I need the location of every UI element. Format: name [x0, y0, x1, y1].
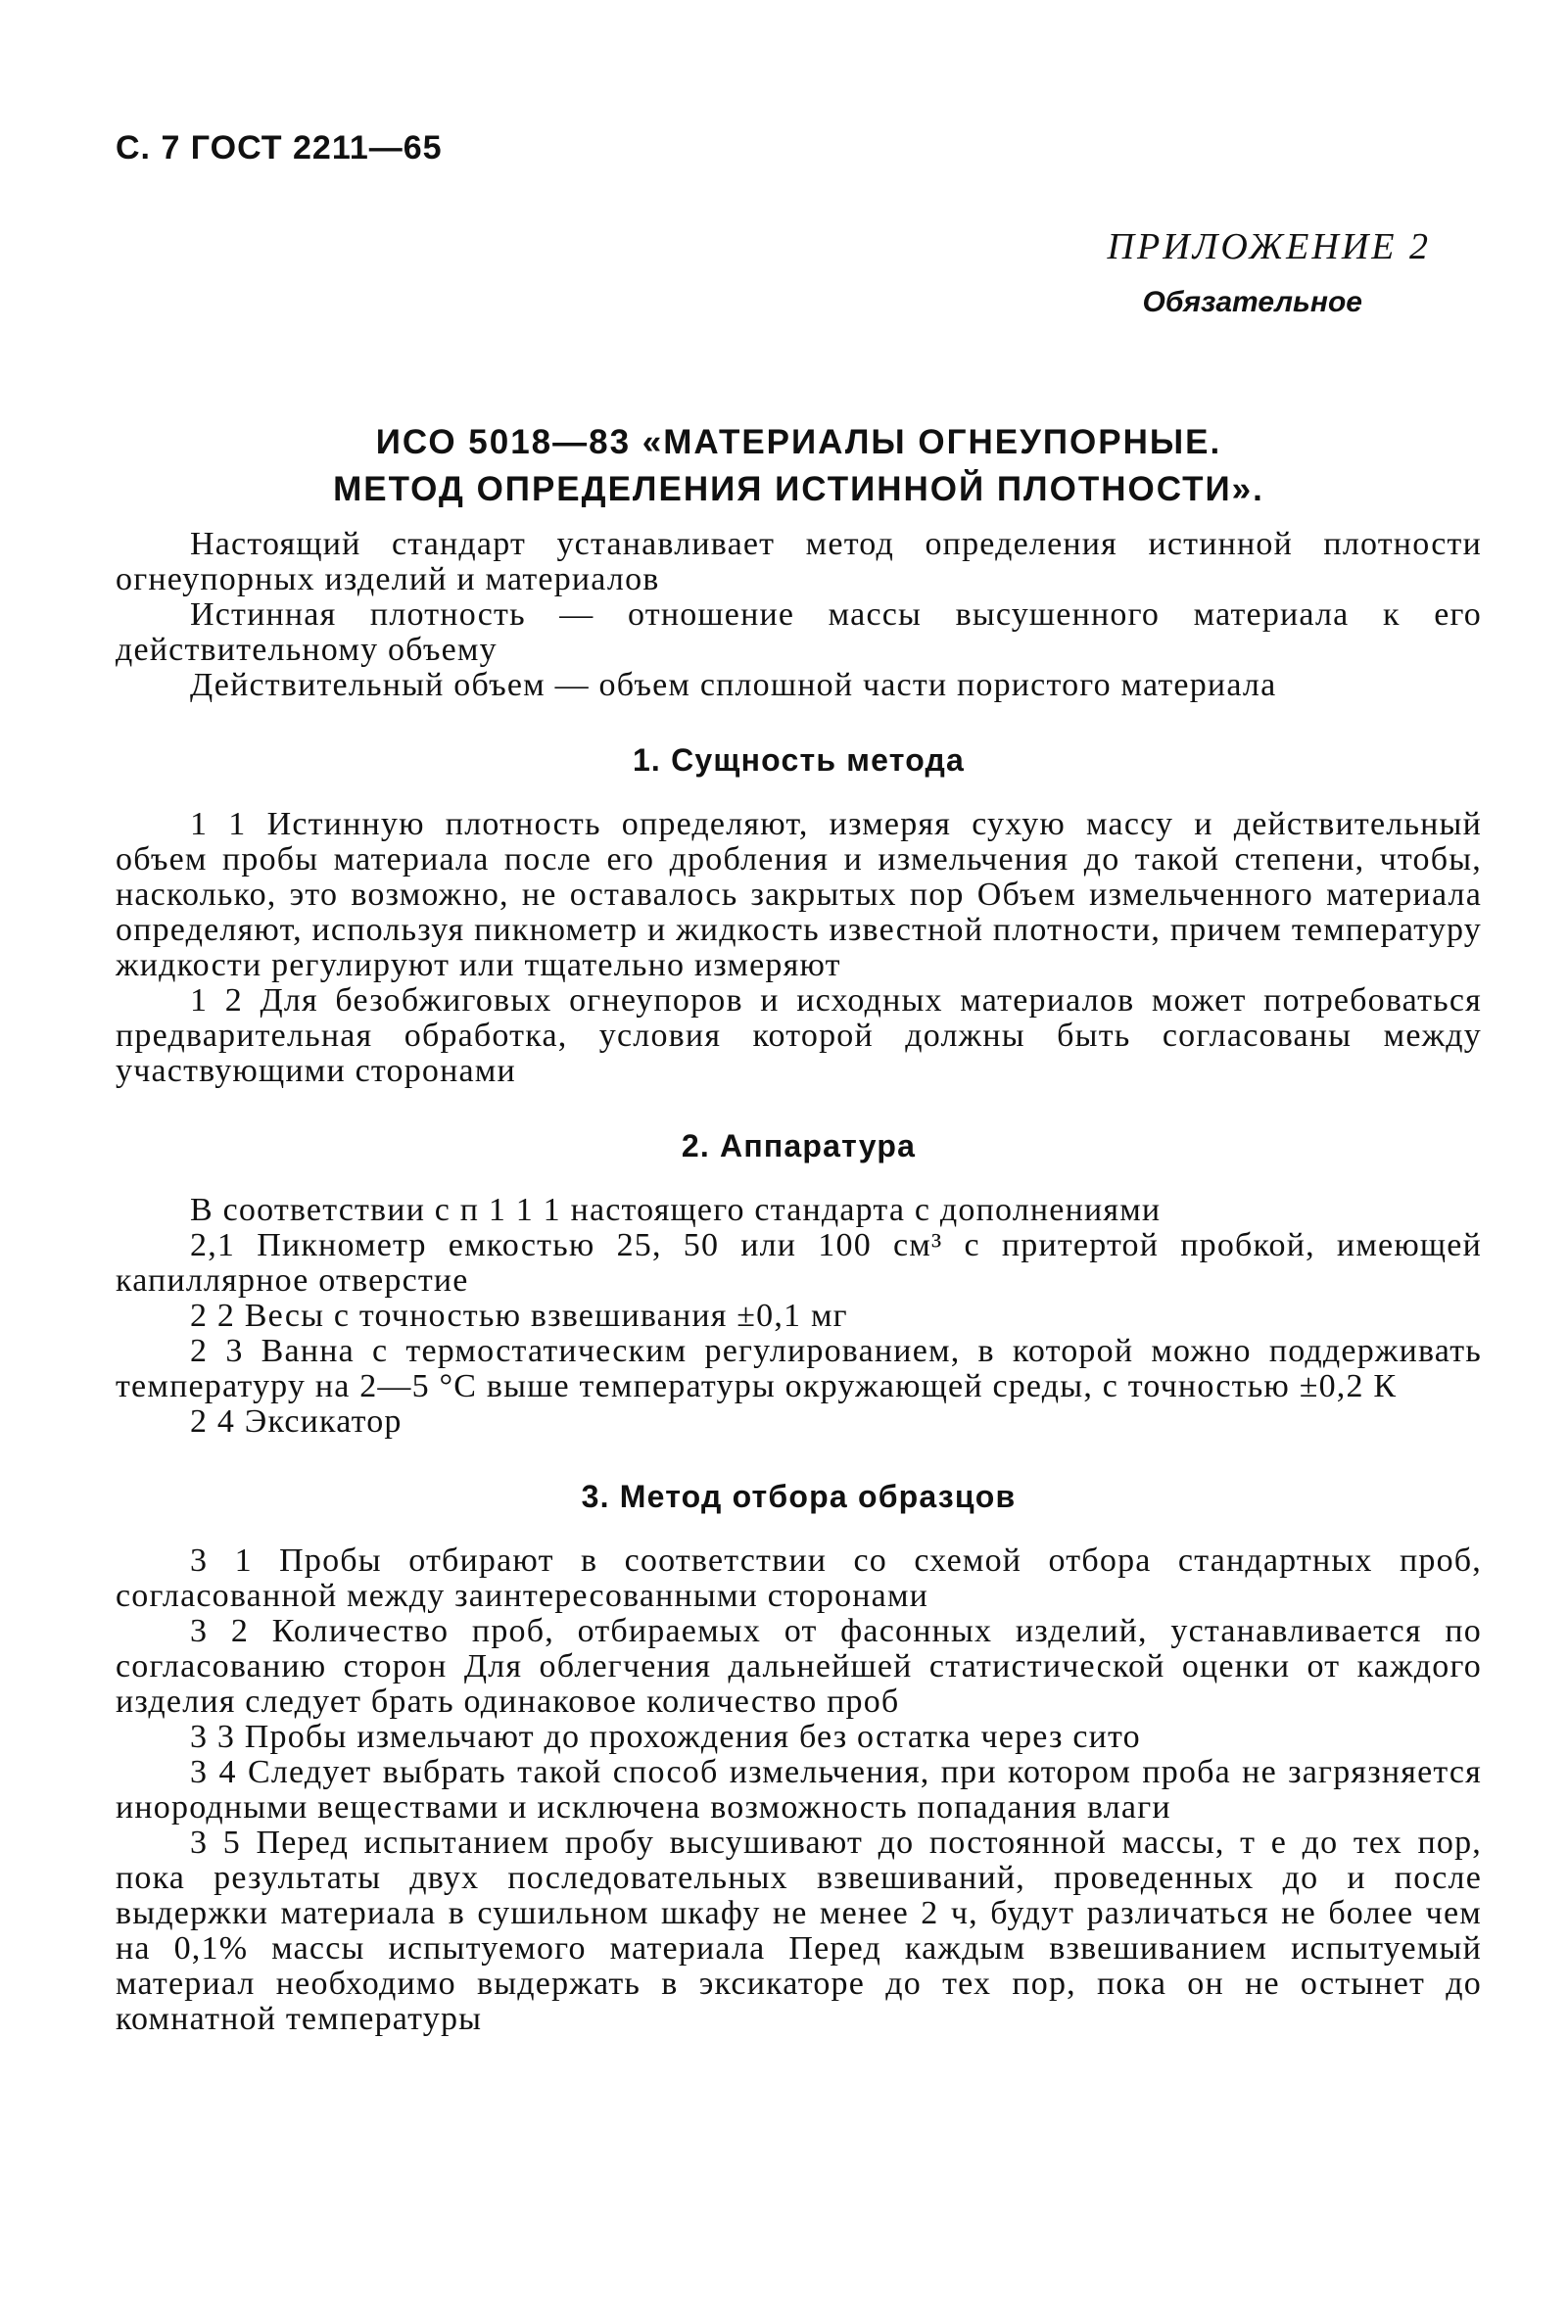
document-title: [116, 419, 1482, 513]
document-title-line-1: ИСО 5018—83 «МАТЕРИАЛЫ ОГНЕУПОРНЫЕ.: [375, 423, 1222, 461]
document-title-line-2: МЕТОД ОПРЕДЕЛЕНИЯ ИСТИННОЙ ПЛОТНОСТИ».: [333, 470, 1264, 508]
paragraph-3-1: 3 1 Пробы отбирают в соответствии со схемой отбора стандартных проб, согласованной между заинтересованными сторонами: [116, 1542, 1482, 1614]
intro-paragraph-scope: Настоящий стандарт устанавливает метод определения истинной плотности огнеупорных изделий и материалов: [116, 526, 1482, 597]
appendix-block: [1108, 225, 1431, 319]
paragraph-1-2: 1 2 Для безобжиговых огнеупоров и исходных материалов может потребоваться предварительная обработка, условия которой должны быть согласованы между участвующими сторонами: [116, 982, 1482, 1089]
section-heading-sampling: 3. Метод отбора образцов: [581, 1479, 1017, 1514]
paragraph-3-2: 3 2 Количество проб, отбираемых от фасонных изделий, устанавливается по согласованию сторон Для облегчения дальнейшей статистической оценки от каждого изделия следует брать одинаковое количество проб: [116, 1613, 1482, 1720]
intro-paragraph-actual-volume: Действительный объем — объем сплошной части пористого материала: [190, 667, 1277, 703]
document-body: [116, 419, 1482, 2037]
section-heading-essence: 1. Сущность метода: [632, 742, 966, 778]
appendix-kind: Обязательное: [1142, 286, 1362, 318]
paragraph-2-2: 2 2 Весы с точностью взвешивания ±0,1 мг: [190, 1298, 848, 1334]
section-heading-apparatus: 2. Аппаратура: [681, 1128, 917, 1163]
paragraph-3-3: 3 3 Пробы измельчают до прохождения без остатка через сито: [190, 1719, 1141, 1755]
paragraph-3-4: 3 4 Следует выбрать такой способ измельчения, при котором проба не загрязняется инородными веществами и исключена возможность попадания влаги: [116, 1754, 1482, 1826]
paragraph-2-intro: В соответствии с п 1 1 1 настоящего стандарта с дополнениями: [190, 1192, 1162, 1228]
paragraph-2-1: 2,1 Пикнометр емкостью 25, 50 или 100 см³ с притертой пробкой, имеющей капиллярное отверстие: [116, 1227, 1482, 1299]
paragraph-2-4: 2 4 Эксикатор: [190, 1403, 403, 1440]
paragraph-1-1: 1 1 Истинную плотность определяют, измеряя сухую массу и действительный объем пробы материала после его дробления и измельчения до такой степени, чтобы, насколько, это возможно, не оставалось закрытых пор Объем измельченного материала определяют, используя пикнометр и жидкость известной плотности, причем температуру жидкости регулируют или тщательно измеряют: [116, 806, 1482, 983]
paragraph-2-3: 2 3 Ванна с термостатическим регулированием, в которой можно поддерживать температуру на 2—5 °С выше температуры окружающей среды, с точностью ±0,2 К: [116, 1333, 1482, 1404]
page-header: С. 7 ГОСТ 2211—65: [116, 129, 443, 166]
paragraph-3-5: 3 5 Перед испытанием пробу высушивают до постоянной массы, т е до тех пор, пока результаты двух последовательных взвешиваний, проведенных до и после выдержки материала в сушильном шкафу не менее 2 ч, будут различаться не более чем на 0,1% массы испытуемого материала Перед каждым взвешиванием испытуемый материал необходимо выдержать в эксикаторе до тех пор, пока он не остынет до комнатной температуры: [116, 1825, 1482, 2037]
intro-paragraph-true-density: Истинная плотность — отношение массы высушенного материала к его действительному объему: [116, 596, 1482, 668]
appendix-number: ПРИЛОЖЕНИЕ 2: [1107, 226, 1431, 267]
